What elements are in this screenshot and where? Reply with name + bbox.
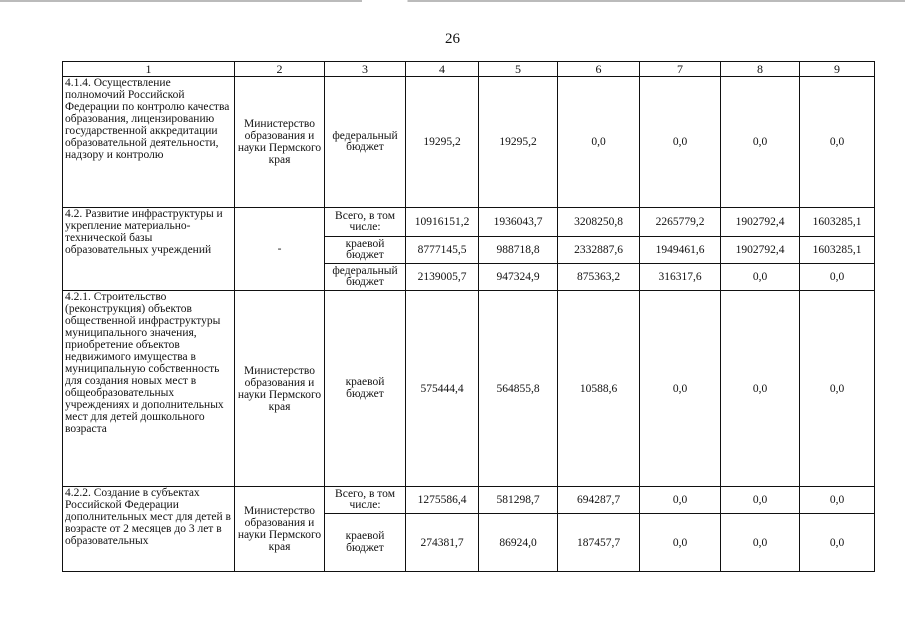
table-row: [63, 77, 875, 208]
value-cell: 274381,7: [406, 514, 479, 572]
value-cell: 1949461,6: [640, 237, 721, 264]
column-header: 6: [558, 62, 640, 77]
value-cell: 0,0: [800, 264, 875, 291]
column-header: 3: [325, 62, 406, 77]
value-cell: 0,0: [640, 514, 721, 572]
activity-name-cell: 4.2.2. Создание в субъектах Российской Федерации дополнительных мест для детей в возрасте от 2 месяцев до 3 лет в образовательных: [63, 487, 235, 572]
value-cell: 2332887,6: [558, 237, 640, 264]
value-cell: 86924,0: [479, 514, 558, 572]
responsible-cell: Министерство образования и науки Пермского края: [235, 487, 325, 572]
value-cell: 0,0: [721, 514, 800, 572]
value-cell: 0,0: [800, 487, 875, 514]
value-cell: 0,0: [721, 291, 800, 487]
funding-source-cell: Всего, в том числе:: [325, 208, 406, 237]
responsible-cell: -: [235, 208, 325, 291]
page-number: 26: [445, 31, 460, 47]
activity-name-cell: 4.1.4. Осуществление полномочий Российской Федерации по контролю качества образования, лицензированию государственной аккредитации образовательной деятельности, надзору и контролю: [63, 77, 235, 208]
value-cell: 1902792,4: [721, 208, 800, 237]
value-cell: 19295,2: [479, 77, 558, 208]
value-cell: 187457,7: [558, 514, 640, 572]
funding-source-cell: Всего, в том числе:: [325, 487, 406, 514]
value-cell: 2139005,7: [406, 264, 479, 291]
table-row: [63, 291, 875, 487]
value-cell: 0,0: [640, 291, 721, 487]
funding-source-cell: краевой бюджет: [325, 514, 406, 572]
funding-source-cell: федеральный бюджет: [325, 264, 406, 291]
value-cell: 0,0: [800, 291, 875, 487]
column-header: 4: [406, 62, 479, 77]
column-header: 2: [235, 62, 325, 77]
value-cell: 19295,2: [406, 77, 479, 208]
table-header-row: [63, 62, 875, 77]
value-cell: 3208250,8: [558, 208, 640, 237]
responsible-cell: Министерство образования и науки Пермского края: [235, 77, 325, 208]
budget-table: [62, 61, 875, 572]
value-cell: 10588,6: [558, 291, 640, 487]
value-cell: 0,0: [640, 487, 721, 514]
value-cell: 1603285,1: [800, 208, 875, 237]
value-cell: 0,0: [640, 77, 721, 208]
column-header: 9: [800, 62, 875, 77]
value-cell: 947324,9: [479, 264, 558, 291]
value-cell: 10916151,2: [406, 208, 479, 237]
value-cell: 1902792,4: [721, 237, 800, 264]
page-top-edge: [0, 0, 905, 2]
value-cell: 316317,6: [640, 264, 721, 291]
activity-name-cell: 4.2.1. Строительство (реконструкция) объектов общественной инфраструктуры муниципального значения, приобретение объектов недвижимого имущества в муниципальную собственность для создания новых мест в общеобразовательных учреждениях и дополнительных мест для детей дошкольного возраста: [63, 291, 235, 487]
responsible-cell: Министерство образования и науки Пермского края: [235, 291, 325, 487]
value-cell: 1603285,1: [800, 237, 875, 264]
value-cell: 988718,8: [479, 237, 558, 264]
value-cell: 1275586,4: [406, 487, 479, 514]
value-cell: 581298,7: [479, 487, 558, 514]
table-row: [63, 208, 875, 237]
value-cell: 694287,7: [558, 487, 640, 514]
table-row: [63, 487, 875, 514]
value-cell: 0,0: [800, 77, 875, 208]
funding-source-cell: краевой бюджет: [325, 237, 406, 264]
funding-source-cell: федеральный бюджет: [325, 77, 406, 208]
column-header: 1: [63, 62, 235, 77]
value-cell: 0,0: [800, 514, 875, 572]
activity-name-cell: 4.2. Развитие инфраструктуры и укрепление материально-технической базы образовательных учреждений: [63, 208, 235, 291]
value-cell: 8777145,5: [406, 237, 479, 264]
column-header: 8: [721, 62, 800, 77]
value-cell: 875363,2: [558, 264, 640, 291]
value-cell: 575444,4: [406, 291, 479, 487]
value-cell: 1936043,7: [479, 208, 558, 237]
value-cell: 0,0: [721, 264, 800, 291]
funding-source-cell: краевой бюджет: [325, 291, 406, 487]
value-cell: 0,0: [558, 77, 640, 208]
column-header: 5: [479, 62, 558, 77]
value-cell: 0,0: [721, 77, 800, 208]
column-header: 7: [640, 62, 721, 77]
value-cell: 0,0: [721, 487, 800, 514]
value-cell: 2265779,2: [640, 208, 721, 237]
value-cell: 564855,8: [479, 291, 558, 487]
